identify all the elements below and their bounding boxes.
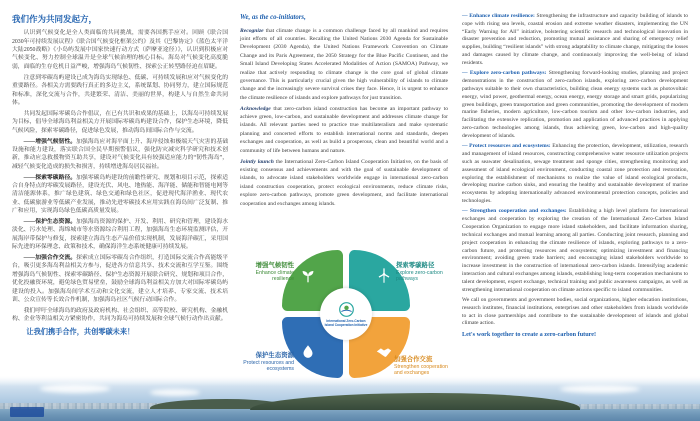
- paragraph-body: the International Zero-Carbon Island Cooperation Initiative, on the basis of existing consensus and achievements and with the goal of sustainable development of islands, to advocate island stakeholders worldwide engage in international zero-carbon island construction cooperation, protect ecological environments, reduce climate risks, explore zero-carbon pathways, promote green development, and facilitate international cooperation and exchanges among islands.: [240, 158, 449, 207]
- paragraph: [462, 70, 688, 140]
- label-en: Explore zero-carbon pathways: [396, 269, 443, 282]
- item-lead: ——增强气候韧性。: [23, 138, 77, 145]
- paragraph: [12, 218, 228, 252]
- diagram-circle: [282, 250, 410, 378]
- paragraph-body: that zero-carbon island construction has become an important pathway to achieve green, low-carbon, and sustainable development and addresses climate change for islands. All relevant parties need to practice true multilateralism and make systematic planning and concerted efforts to establish international norms and standards, deepen exchanges and cooperation, as well as build a prosperous, clean and beautiful world and a community of life between humans and nature.: [240, 105, 448, 154]
- label-zh: 加强合作交流: [394, 356, 433, 363]
- item-lead: ——加强合作交流。: [23, 255, 77, 262]
- chinese-closing: 让我们携手合作，共创零碳未来！: [26, 327, 135, 336]
- diagram-center-text: International Zero-Carbon Island Cooperation Initiative: [324, 319, 368, 327]
- paragraph: [462, 143, 688, 206]
- paragraph: We call on governments and government bodies, social organizations, higher education institutions, research institutes, financial institutions, enterprises and other stakeholders from islands worldwide to act in close partnerships and contribute to the sustainable development of islands and global climate action.: [462, 296, 688, 327]
- paragraph-lead: Jointly launch: [240, 158, 274, 165]
- paragraph-lead: Acknowledge: [240, 105, 271, 112]
- label-zh: 增强气候韧性: [255, 262, 294, 269]
- cooperation-diagram: [240, 236, 452, 408]
- item-lead: — Enhance climate resilience:: [462, 13, 535, 19]
- english-preamble-column: [240, 13, 448, 210]
- item-body: 探索成立国际零碳岛合作组织，打造国际交流合作高能级平台，吸引更多海岛利益相关方参与，促进各方信息共享、技术交流和互学互鉴。围绕增强海岛气候韧性、探索零碳路径、保护生态资源开展联合研究、规划和项目合作，优化投融资环境，避免绿色贸易壁垒，鼓励全球海岛利益相关方加大对国际零碳岛屿建设的投入。加强海岛间学术互动和文化交流，建立人才培养、专家交流、技术培训、公众宣传等长效合作机制，加强海岛社区气候行动国际合作。: [12, 255, 228, 304]
- paragraph: 我们呼吁全球海岛的政府及政府机构、社会组织、高等院校、研究机构、金融机构、企业等利益相关方紧密协作，共同为海岛可持续发展和全球气候行动作出贡献。: [12, 307, 228, 323]
- diagram-center-logo: [320, 288, 372, 340]
- paragraph: [240, 105, 448, 155]
- english-heading: We, as the co-initiators,: [240, 14, 306, 21]
- item-body: 加强海岛应对海平面上升、海岸侵蚀和极端天气灾害的基础设施和能力建设，落实联合国全民早期预警倡议，强化防灾减灾科学研究和技术创新，推动应急救援物资互助共享，建设对气候变化具有较强适应能力的“韧性海岛”，减轻气候变化造成的损失和损害，持续增进海岛居民福祉。: [12, 138, 228, 170]
- diagram-label-resources: [242, 352, 294, 372]
- label-en: Protect resources and ecosystems: [243, 359, 294, 372]
- water-drop-icon: [299, 343, 317, 361]
- item-lead: ——保护生态资源。: [23, 219, 77, 226]
- item-body: Enhancing the protection, development, utilization, research and management of island resources, constructing comprehensive water resource utilization projects such as seawater desalination, sewage treatment and sponge cities, strengthening monitoring and assessment of island ecological environment, conducting coastal zone protection and restoration, exploring the establishment of mechanisms to realize the value of island ecological products, developing marine carbon sinks, and ensuring the healthy and sustainable development of marine ecosystems by adopting internationally advanced environmental protection concepts, policies and technologies.: [462, 143, 688, 205]
- item-body: 加强零碳岛屿建设的前瞻性研究、规划和项目示范，探索适合自身特点的零碳发展路径，建设光伏、风电、地热能、海洋能、储能和智能电网等清洁能源体系，推广绿色建筑、绿色交通和绿色社区，促进现代海洋渔业、现代农业、低碳旅游业等低碳产业发展，推动先进零碳技术应用实践在海岛间广泛复制、推广和应用，实现海岛绿色低碳高质量发展。: [12, 174, 228, 215]
- cloud: [560, 385, 640, 393]
- paragraph-lead: Recognize: [240, 27, 264, 34]
- english-pillars-column: [462, 13, 688, 339]
- paragraph: 认识到气候变化是全人类面临的共同挑战，需要各国携手应对。回顾《联合国2030年可持续发展议程》《联合国气候变化框架公约》及其《巴黎协定》《蓝色太平洋大陆2050战略》《小岛屿发展中国家快速行动方式（萨摩亚途径）》，认识到积极应对气候变化、努力控制全球温升是全球气候治理的核心目标。海岛对气候变化高度脆弱，面临的生存危机日益严峻，增强海岛气候韧性、探索公正转型路径迫在眉睫。: [12, 30, 228, 70]
- chinese-heading: 我们作为共同发起方，: [12, 14, 98, 24]
- diagram-label-cooperation: [394, 356, 452, 376]
- paragraph: [12, 254, 228, 304]
- item-body: Strengthening the infrastructure and capacity building of islands to cope with rising sea levels, coastal erosion and extreme weather disasters, implementing the UN “Early Warning for All” initiative, bolstering scientific research and technological innovation in disaster prevention and reduction, promoting mutual assistance and sharing of emergency relief supplies, building “resilient islands” with strong adaptability to climate change, mitigating the losses and damages caused by climate change, and continuously improving the well-being of island residents.: [462, 13, 688, 66]
- paragraph: 共同发起国际零碳岛合作倡议，在已有共识和成果的基础上，以海岛可持续发展为目标，倡导全球海岛利益相关方开展国际零碳岛屿建设合作，保护生态环境，降低气候风险，探索零碳路径，促进绿色发展，推动海岛间国际合作与交流。: [12, 110, 228, 134]
- item-lead: — Explore zero-carbon pathways:: [462, 70, 547, 77]
- paragraph: [240, 158, 448, 208]
- city-skyline: [560, 404, 700, 409]
- item-lead: — Strengthen cooperation and exchanges:: [462, 208, 567, 215]
- diagram-label-pathways: [396, 262, 450, 282]
- label-en: Enhance climate resilience: [255, 269, 294, 282]
- cloud: [150, 389, 200, 396]
- label-zh: 探索零碳路径: [396, 262, 435, 269]
- item-body: Strengthening forward-looking studies, planning and project demonstrations in the construction of zero-carbon islands, exploring zero-carbon development pathways suitable to their own characteristics, building clean energy systems such as photovoltaic energy, wind power, geothermal energy, ocean energy, energy storage and smart grids, popularizing green buildings, green transportation and green communities, promoting the development of modern marine fisheries, modern agriculture, low-carbon tourism and other low-carbon industries, and facilitating the extensive replication, promotion and application of advanced practices in applying zero-carbon technologies among islands, thus achieving green, low-carbon and high-quality development of islands.: [462, 70, 688, 139]
- photo-watermark: [10, 407, 44, 417]
- sprout-icon: [299, 267, 317, 285]
- label-zh: 保护生态资源: [255, 352, 294, 359]
- paragraph: 注意到零碳岛屿建设已成为海岛实现绿色、低碳、可持续发展和应对气候变化的重要路径。各相关方需要践行真正的多边主义，系统谋划、协同努力，建立国际规范和标准，深化交流与合作，共建繁荣、清洁、美丽的世界，构建人与自然生命共同体。: [12, 74, 228, 106]
- chinese-column: [12, 13, 228, 337]
- paragraph: [462, 208, 688, 294]
- item-body: Establishing a high level platform for international exchanges and cooperation by exploring the creation of the International Zero-Carbon Island Cooperation Organization to engage more island stakeholders, and facilitate information sharing, technical exchanges and mutual learning among all parties. Conducting joint research, planning and project cooperation in enhancing the climate resilience of islands, exploring pathways to a zero-carbon future, and protecting resources and ecosystems; optimizing investment and financing environment; avoiding green trade barriers; and encouraging island stakeholders worldwide to increase investment in the construction of international zero-carbon islands. Intensifying academic interaction and cultural exchanges among islands, establishing long-term cooperation mechanisms to talent development, expert exchange, technical training and public awareness campaigns, as well as strengthening international cooperation on climate actions specific to island communities.: [462, 208, 688, 293]
- paragraph: [12, 174, 228, 216]
- english-closing: Let's work together to create a zero-carbon future!: [462, 330, 597, 338]
- wind-turbine-icon: [375, 267, 393, 285]
- handshake-icon: [375, 343, 393, 361]
- paragraph: [462, 13, 688, 68]
- diagram-label-resilience: [242, 262, 294, 282]
- paragraph-body: that climate change is a common challenge faced by all mankind and requires joint efforts of all countries. Recalling the United Nations 2030 Agenda for Sustainable Development (2030 Agenda), the United Nations Framework Convention on Climate Change and its Paris Agreement, the 2050 Strategy for the Blue Pacific Continent, and the Small Island Developing States Accelerated Modalities of Action (SAMOA) Pathway, we realize that actively responding to climate change is the core goal of global climate governance. This is particularly crucial given the high vulnerability of islands to climate change and the increasingly severe survival crises they face. Hence, it is urgent to enhance the climate resilience of islands and explore pathways for just transition.: [240, 27, 448, 101]
- initiative-logo-icon: [338, 301, 355, 318]
- label-en: Strengthen cooperation and exchanges: [394, 363, 448, 376]
- item-lead: ——探索零碳路径。: [23, 174, 77, 181]
- paragraph: [12, 138, 228, 172]
- paragraph: [240, 27, 448, 103]
- item-lead: — Protect resources and ecosystems:: [462, 143, 551, 150]
- item-body: 加强海岛资源的保护、开发、利用、研究和管理，建设海水淡化、污水处理、海绵城市等水资源综合利用工程，加强海岛生态环境监测评估，开展海岸带保护与修复，探索建立海岛生态产品价值实现机制，发展海洋碳汇，采用国际先进的环保理念、政策和技术，确保海洋生态系统健康可持续发展。: [12, 219, 228, 251]
